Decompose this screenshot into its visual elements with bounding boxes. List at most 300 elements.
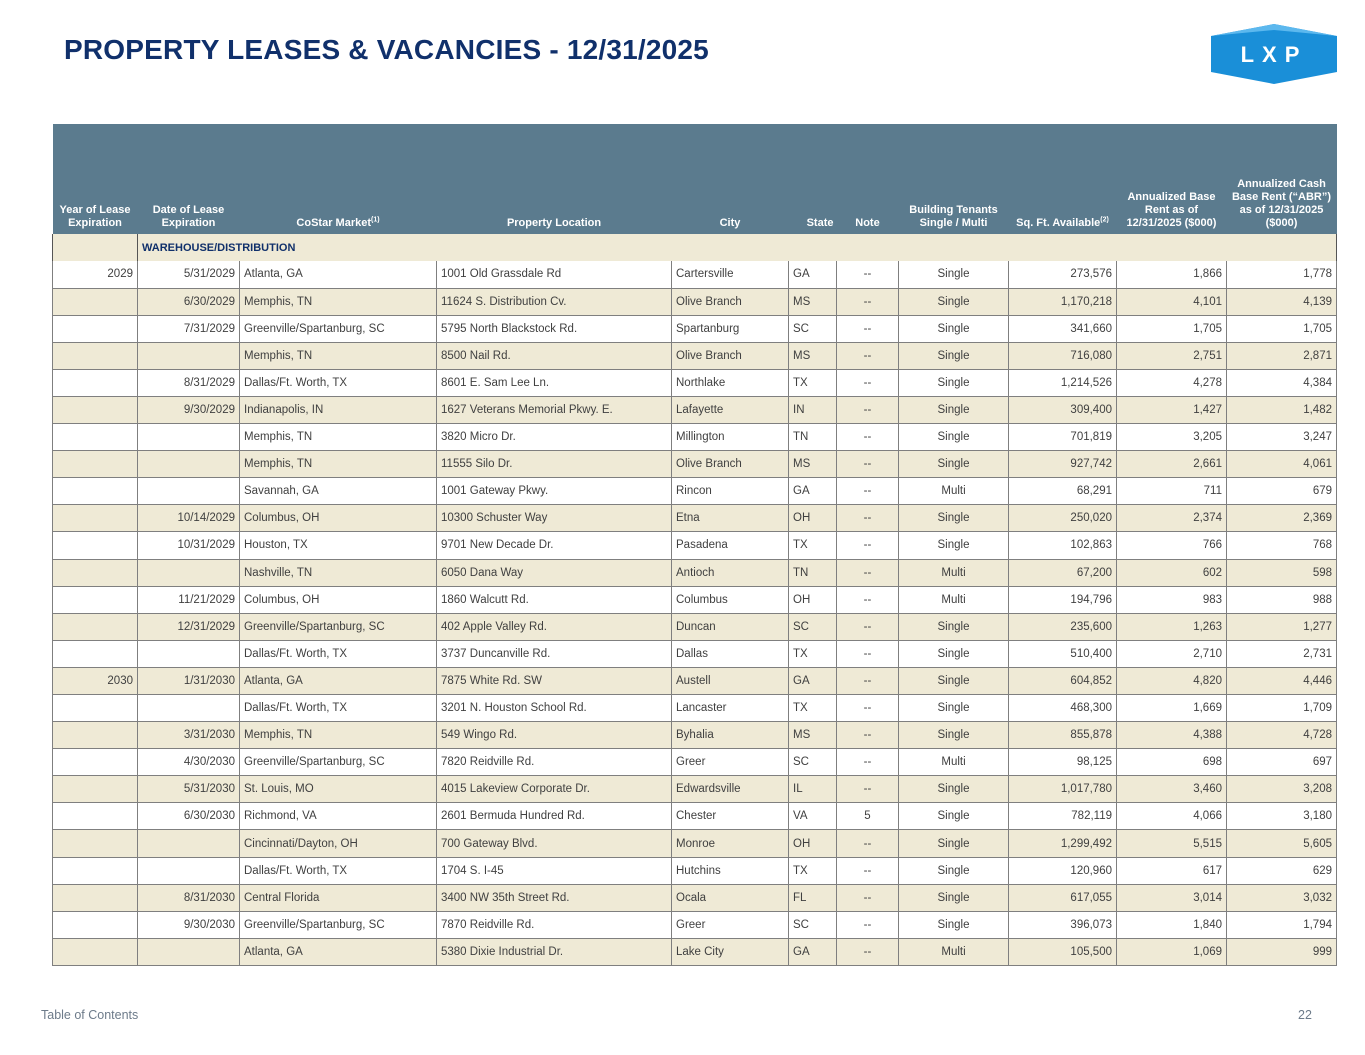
cell-market: Savannah, GA: [240, 478, 437, 505]
cell-city: Northlake: [672, 369, 789, 396]
cell-state: MS: [789, 342, 837, 369]
logo-text: LXP: [1240, 42, 1308, 67]
cell-cash-abr: 3,032: [1227, 884, 1337, 911]
cell-abr: 2,661: [1117, 451, 1227, 478]
cell-date: 1/31/2030: [138, 667, 240, 694]
col-header-cash-abr: Annualized Cash Base Rent (“ABR”) as of 12/31/2025 ($000): [1227, 124, 1337, 234]
cell-date: [138, 857, 240, 884]
cell-abr: 617: [1117, 857, 1227, 884]
cell-note: --: [837, 640, 899, 667]
cell-state: SC: [789, 749, 837, 776]
cell-year: [53, 532, 138, 559]
cell-cash-abr: 768: [1227, 532, 1337, 559]
cell-date: 5/31/2030: [138, 776, 240, 803]
cell-state: MS: [789, 288, 837, 315]
cell-market: Dallas/Ft. Worth, TX: [240, 695, 437, 722]
cell-cash-abr: 2,731: [1227, 640, 1337, 667]
cell-year: [53, 586, 138, 613]
cell-city: Olive Branch: [672, 288, 789, 315]
cell-city: Hutchins: [672, 857, 789, 884]
cell-location: 9701 New Decade Dr.: [437, 532, 672, 559]
cell-date: 7/31/2029: [138, 315, 240, 342]
cell-sqft: 510,400: [1009, 640, 1117, 667]
cell-note: --: [837, 830, 899, 857]
cell-market: Columbus, OH: [240, 586, 437, 613]
cell-market: Dallas/Ft. Worth, TX: [240, 640, 437, 667]
cell-state: TX: [789, 532, 837, 559]
cell-abr: 602: [1117, 559, 1227, 586]
page-number: 22: [1298, 1008, 1312, 1022]
cell-city: Spartanburg: [672, 315, 789, 342]
cell-location: 1001 Gateway Pkwy.: [437, 478, 672, 505]
cell-city: Greer: [672, 911, 789, 938]
cell-market: St. Louis, MO: [240, 776, 437, 803]
cell-year: [53, 749, 138, 776]
cell-abr: 1,427: [1117, 396, 1227, 423]
cell-year: [53, 857, 138, 884]
cell-state: TN: [789, 424, 837, 451]
col-header-tenants: Building Tenants Single / Multi: [899, 124, 1009, 234]
cell-year: [53, 884, 138, 911]
cell-year: [53, 315, 138, 342]
cell-market: Central Florida: [240, 884, 437, 911]
cell-sqft: 67,200: [1009, 559, 1117, 586]
cell-market: Cincinnati/Dayton, OH: [240, 830, 437, 857]
cell-state: TX: [789, 640, 837, 667]
cell-note: --: [837, 776, 899, 803]
cell-location: 402 Apple Valley Rd.: [437, 613, 672, 640]
cell-tenants: Single: [899, 505, 1009, 532]
cell-tenants: Single: [899, 695, 1009, 722]
cell-city: Austell: [672, 667, 789, 694]
cell-sqft: 235,600: [1009, 613, 1117, 640]
cell-note: --: [837, 424, 899, 451]
cell-market: Greenville/Spartanburg, SC: [240, 749, 437, 776]
cell-note: --: [837, 559, 899, 586]
cell-tenants: Multi: [899, 478, 1009, 505]
cell-abr: 4,066: [1117, 803, 1227, 830]
table-row: [53, 884, 1337, 911]
leases-table: [52, 124, 1337, 966]
cell-note: --: [837, 396, 899, 423]
cell-state: OH: [789, 505, 837, 532]
cell-note: --: [837, 342, 899, 369]
cell-abr: 4,820: [1117, 667, 1227, 694]
cell-sqft: 1,214,526: [1009, 369, 1117, 396]
table-row: [53, 288, 1337, 315]
cell-abr: 3,014: [1117, 884, 1227, 911]
cell-abr: 1,069: [1117, 938, 1227, 965]
cell-year: 2029: [53, 261, 138, 288]
cell-note: --: [837, 613, 899, 640]
cell-date: [138, 342, 240, 369]
cell-state: OH: [789, 830, 837, 857]
cell-cash-abr: 4,446: [1227, 667, 1337, 694]
col-header-sqft: Sq. Ft. Available$^{(2)}$: [1009, 124, 1117, 234]
cell-state: TX: [789, 369, 837, 396]
cell-year: [53, 911, 138, 938]
cell-abr: 1,263: [1117, 613, 1227, 640]
cell-note: --: [837, 261, 899, 288]
cell-market: Greenville/Spartanburg, SC: [240, 315, 437, 342]
cell-city: Pasadena: [672, 532, 789, 559]
cell-note: --: [837, 451, 899, 478]
cell-tenants: Single: [899, 640, 1009, 667]
cell-year: [53, 695, 138, 722]
cell-state: VA: [789, 803, 837, 830]
cell-abr: 1,705: [1117, 315, 1227, 342]
cell-cash-abr: 3,247: [1227, 424, 1337, 451]
cell-year: [53, 722, 138, 749]
cell-state: GA: [789, 261, 837, 288]
cell-market: Greenville/Spartanburg, SC: [240, 613, 437, 640]
cell-location: 7875 White Rd. SW: [437, 667, 672, 694]
table-row: [53, 695, 1337, 722]
section-label: WAREHOUSE/DISTRIBUTION: [138, 234, 1337, 261]
cell-abr: 4,278: [1117, 369, 1227, 396]
cell-sqft: 1,299,492: [1009, 830, 1117, 857]
cell-cash-abr: 999: [1227, 938, 1337, 965]
cell-location: 1704 S. I-45: [437, 857, 672, 884]
cell-city: Olive Branch: [672, 451, 789, 478]
table-row: [53, 424, 1337, 451]
table-row: [53, 722, 1337, 749]
cell-market: Houston, TX: [240, 532, 437, 559]
cell-tenants: Single: [899, 857, 1009, 884]
cell-year: [53, 396, 138, 423]
cell-market: Memphis, TN: [240, 288, 437, 315]
cell-sqft: 782,119: [1009, 803, 1117, 830]
cell-cash-abr: 598: [1227, 559, 1337, 586]
col-header-note: Note: [837, 124, 899, 234]
cell-market: Memphis, TN: [240, 451, 437, 478]
cell-note: 5: [837, 803, 899, 830]
table-row: [53, 613, 1337, 640]
table-of-contents-link[interactable]: Table of Contents: [41, 1008, 139, 1022]
cell-cash-abr: 1,482: [1227, 396, 1337, 423]
cell-sqft: 617,055: [1009, 884, 1117, 911]
cell-tenants: Multi: [899, 749, 1009, 776]
cell-date: 4/30/2030: [138, 749, 240, 776]
cell-abr: 1,866: [1117, 261, 1227, 288]
cell-date: 9/30/2030: [138, 911, 240, 938]
table-row: [53, 478, 1337, 505]
cell-location: 3400 NW 35th Street Rd.: [437, 884, 672, 911]
cell-cash-abr: 697: [1227, 749, 1337, 776]
cell-tenants: Single: [899, 261, 1009, 288]
cell-tenants: Single: [899, 830, 1009, 857]
cell-sqft: 341,660: [1009, 315, 1117, 342]
col-header-location: Property Location: [437, 124, 672, 234]
cell-market: Richmond, VA: [240, 803, 437, 830]
cell-date: 12/31/2029: [138, 613, 240, 640]
cell-city: Cartersville: [672, 261, 789, 288]
cell-cash-abr: 4,061: [1227, 451, 1337, 478]
cell-market: Memphis, TN: [240, 722, 437, 749]
cell-location: 7820 Reidville Rd.: [437, 749, 672, 776]
cell-state: TX: [789, 857, 837, 884]
cell-market: Atlanta, GA: [240, 667, 437, 694]
cell-cash-abr: 988: [1227, 586, 1337, 613]
cell-date: 9/30/2029: [138, 396, 240, 423]
cell-abr: 711: [1117, 478, 1227, 505]
cell-note: --: [837, 315, 899, 342]
cell-abr: 4,388: [1117, 722, 1227, 749]
cell-tenants: Single: [899, 369, 1009, 396]
cell-date: [138, 695, 240, 722]
cell-location: 1627 Veterans Memorial Pkwy. E.: [437, 396, 672, 423]
cell-date: 6/30/2029: [138, 288, 240, 315]
page-title: PROPERTY LEASES & VACANCIES - 12/31/2025: [64, 34, 709, 65]
cell-year: [53, 938, 138, 965]
cell-state: GA: [789, 938, 837, 965]
cell-market: Columbus, OH: [240, 505, 437, 532]
cell-city: Byhalia: [672, 722, 789, 749]
cell-sqft: 1,170,218: [1009, 288, 1117, 315]
cell-location: 10300 Schuster Way: [437, 505, 672, 532]
col-header-state: State: [789, 124, 837, 234]
cell-tenants: Single: [899, 424, 1009, 451]
cell-market: Indianapolis, IN: [240, 396, 437, 423]
cell-cash-abr: 629: [1227, 857, 1337, 884]
cell-market: Nashville, TN: [240, 559, 437, 586]
cell-tenants: Single: [899, 722, 1009, 749]
table-row: [53, 640, 1337, 667]
cell-note: --: [837, 749, 899, 776]
cell-year: [53, 451, 138, 478]
cell-tenants: Single: [899, 613, 1009, 640]
cell-date: 5/31/2029: [138, 261, 240, 288]
cell-abr: 1,669: [1117, 695, 1227, 722]
cell-year: [53, 288, 138, 315]
cell-year: [53, 803, 138, 830]
cell-city: Lafayette: [672, 396, 789, 423]
table-row: [53, 803, 1337, 830]
cell-city: Columbus: [672, 586, 789, 613]
cell-city: Chester: [672, 803, 789, 830]
cell-cash-abr: 1,705: [1227, 315, 1337, 342]
cell-location: 549 Wingo Rd.: [437, 722, 672, 749]
cell-state: TX: [789, 695, 837, 722]
cell-note: --: [837, 667, 899, 694]
cell-market: Dallas/Ft. Worth, TX: [240, 857, 437, 884]
cell-tenants: Single: [899, 803, 1009, 830]
cell-year: [53, 505, 138, 532]
table-header-row: [53, 124, 1337, 234]
table-row: [53, 396, 1337, 423]
cell-city: Olive Branch: [672, 342, 789, 369]
cell-year: [53, 424, 138, 451]
cell-sqft: 309,400: [1009, 396, 1117, 423]
cell-city: Antioch: [672, 559, 789, 586]
cell-note: --: [837, 857, 899, 884]
cell-location: 8601 E. Sam Lee Ln.: [437, 369, 672, 396]
cell-market: Greenville/Spartanburg, SC: [240, 911, 437, 938]
cell-tenants: Multi: [899, 559, 1009, 586]
cell-sqft: 716,080: [1009, 342, 1117, 369]
cell-note: --: [837, 722, 899, 749]
cell-tenants: Multi: [899, 938, 1009, 965]
cell-cash-abr: 4,728: [1227, 722, 1337, 749]
cell-tenants: Multi: [899, 586, 1009, 613]
cell-cash-abr: 4,384: [1227, 369, 1337, 396]
cell-year: [53, 830, 138, 857]
table-row: [53, 451, 1337, 478]
cell-tenants: Single: [899, 532, 1009, 559]
cell-city: Lake City: [672, 938, 789, 965]
table-row: [53, 586, 1337, 613]
col-header-abr: Annualized Base Rent as of 12/31/2025 ($000): [1117, 124, 1227, 234]
table-row: [53, 776, 1337, 803]
cell-state: SC: [789, 911, 837, 938]
cell-location: 2601 Bermuda Hundred Rd.: [437, 803, 672, 830]
cell-note: --: [837, 505, 899, 532]
col-header-date: Date of Lease Expiration: [138, 124, 240, 234]
cell-year: 2030: [53, 667, 138, 694]
cell-abr: 4,101: [1117, 288, 1227, 315]
cell-city: Greer: [672, 749, 789, 776]
cell-cash-abr: 2,369: [1227, 505, 1337, 532]
cell-sqft: 468,300: [1009, 695, 1117, 722]
cell-location: 5795 North Blackstock Rd.: [437, 315, 672, 342]
cell-abr: 3,205: [1117, 424, 1227, 451]
cell-cash-abr: 1,794: [1227, 911, 1337, 938]
col-header-city: City: [672, 124, 789, 234]
table-row: [53, 342, 1337, 369]
cell-sqft: 701,819: [1009, 424, 1117, 451]
cell-sqft: 102,863: [1009, 532, 1117, 559]
cell-note: --: [837, 288, 899, 315]
cell-date: [138, 640, 240, 667]
col-header-market: CoStar Market$^{(1)}$: [240, 124, 437, 234]
cell-note: --: [837, 911, 899, 938]
cell-city: Rincon: [672, 478, 789, 505]
cell-location: 700 Gateway Blvd.: [437, 830, 672, 857]
cell-tenants: Single: [899, 667, 1009, 694]
table-row: [53, 532, 1337, 559]
cell-location: 3737 Duncanville Rd.: [437, 640, 672, 667]
cell-market: Memphis, TN: [240, 424, 437, 451]
cell-location: 11624 S. Distribution Cv.: [437, 288, 672, 315]
cell-sqft: 98,125: [1009, 749, 1117, 776]
cell-tenants: Single: [899, 884, 1009, 911]
cell-state: IL: [789, 776, 837, 803]
cell-date: [138, 478, 240, 505]
cell-location: 6050 Dana Way: [437, 559, 672, 586]
cell-abr: 3,460: [1117, 776, 1227, 803]
table-row: [53, 369, 1337, 396]
lxp-logo: [1211, 24, 1337, 84]
cell-cash-abr: 3,180: [1227, 803, 1337, 830]
cell-location: 3201 N. Houston School Rd.: [437, 695, 672, 722]
cell-sqft: 396,073: [1009, 911, 1117, 938]
cell-state: SC: [789, 315, 837, 342]
cell-sqft: 855,878: [1009, 722, 1117, 749]
cell-location: 3820 Micro Dr.: [437, 424, 672, 451]
cell-sqft: 273,576: [1009, 261, 1117, 288]
cell-date: [138, 830, 240, 857]
cell-abr: 5,515: [1117, 830, 1227, 857]
cell-date: [138, 451, 240, 478]
cell-location: 8500 Nail Rd.: [437, 342, 672, 369]
cell-city: Etna: [672, 505, 789, 532]
cell-tenants: Single: [899, 451, 1009, 478]
cell-abr: 2,751: [1117, 342, 1227, 369]
cell-state: MS: [789, 722, 837, 749]
cell-note: --: [837, 938, 899, 965]
cell-tenants: Single: [899, 776, 1009, 803]
table-row: [53, 261, 1337, 288]
cell-date: [138, 559, 240, 586]
cell-year: [53, 478, 138, 505]
cell-state: IN: [789, 396, 837, 423]
cell-location: 4015 Lakeview Corporate Dr.: [437, 776, 672, 803]
cell-abr: 1,840: [1117, 911, 1227, 938]
cell-cash-abr: 679: [1227, 478, 1337, 505]
cell-date: [138, 938, 240, 965]
cell-market: Atlanta, GA: [240, 938, 437, 965]
cell-city: Lancaster: [672, 695, 789, 722]
cell-date: 10/14/2029: [138, 505, 240, 532]
cell-city: Dallas: [672, 640, 789, 667]
cell-year: [53, 559, 138, 586]
table-row: [53, 749, 1337, 776]
cell-state: MS: [789, 451, 837, 478]
cell-cash-abr: 2,871: [1227, 342, 1337, 369]
table-row: [53, 667, 1337, 694]
table-row: [53, 559, 1337, 586]
cell-note: --: [837, 884, 899, 911]
cell-tenants: Single: [899, 911, 1009, 938]
cell-city: Millington: [672, 424, 789, 451]
cell-year: [53, 776, 138, 803]
cell-date: 8/31/2029: [138, 369, 240, 396]
cell-market: Dallas/Ft. Worth, TX: [240, 369, 437, 396]
cell-cash-abr: 3,208: [1227, 776, 1337, 803]
cell-cash-abr: 1,277: [1227, 613, 1337, 640]
cell-abr: 2,374: [1117, 505, 1227, 532]
table-row: [53, 505, 1337, 532]
cell-market: Memphis, TN: [240, 342, 437, 369]
cell-date: 10/31/2029: [138, 532, 240, 559]
cell-location: 7870 Reidville Rd.: [437, 911, 672, 938]
cell-sqft: 250,020: [1009, 505, 1117, 532]
cell-abr: 983: [1117, 586, 1227, 613]
cell-sqft: 604,852: [1009, 667, 1117, 694]
cell-cash-abr: 1,778: [1227, 261, 1337, 288]
cell-state: FL: [789, 884, 837, 911]
cell-sqft: 105,500: [1009, 938, 1117, 965]
table-row: [53, 315, 1337, 342]
table-row: [53, 938, 1337, 965]
cell-state: OH: [789, 586, 837, 613]
cell-abr: 2,710: [1117, 640, 1227, 667]
cell-market: Atlanta, GA: [240, 261, 437, 288]
cell-year: [53, 342, 138, 369]
table-row: [53, 911, 1337, 938]
section-row: [53, 234, 1337, 261]
cell-note: --: [837, 586, 899, 613]
cell-abr: 766: [1117, 532, 1227, 559]
cell-note: --: [837, 369, 899, 396]
cell-note: --: [837, 532, 899, 559]
cell-state: GA: [789, 667, 837, 694]
cell-abr: 698: [1117, 749, 1227, 776]
cell-cash-abr: 5,605: [1227, 830, 1337, 857]
cell-note: --: [837, 695, 899, 722]
table-row: [53, 857, 1337, 884]
cell-note: --: [837, 478, 899, 505]
